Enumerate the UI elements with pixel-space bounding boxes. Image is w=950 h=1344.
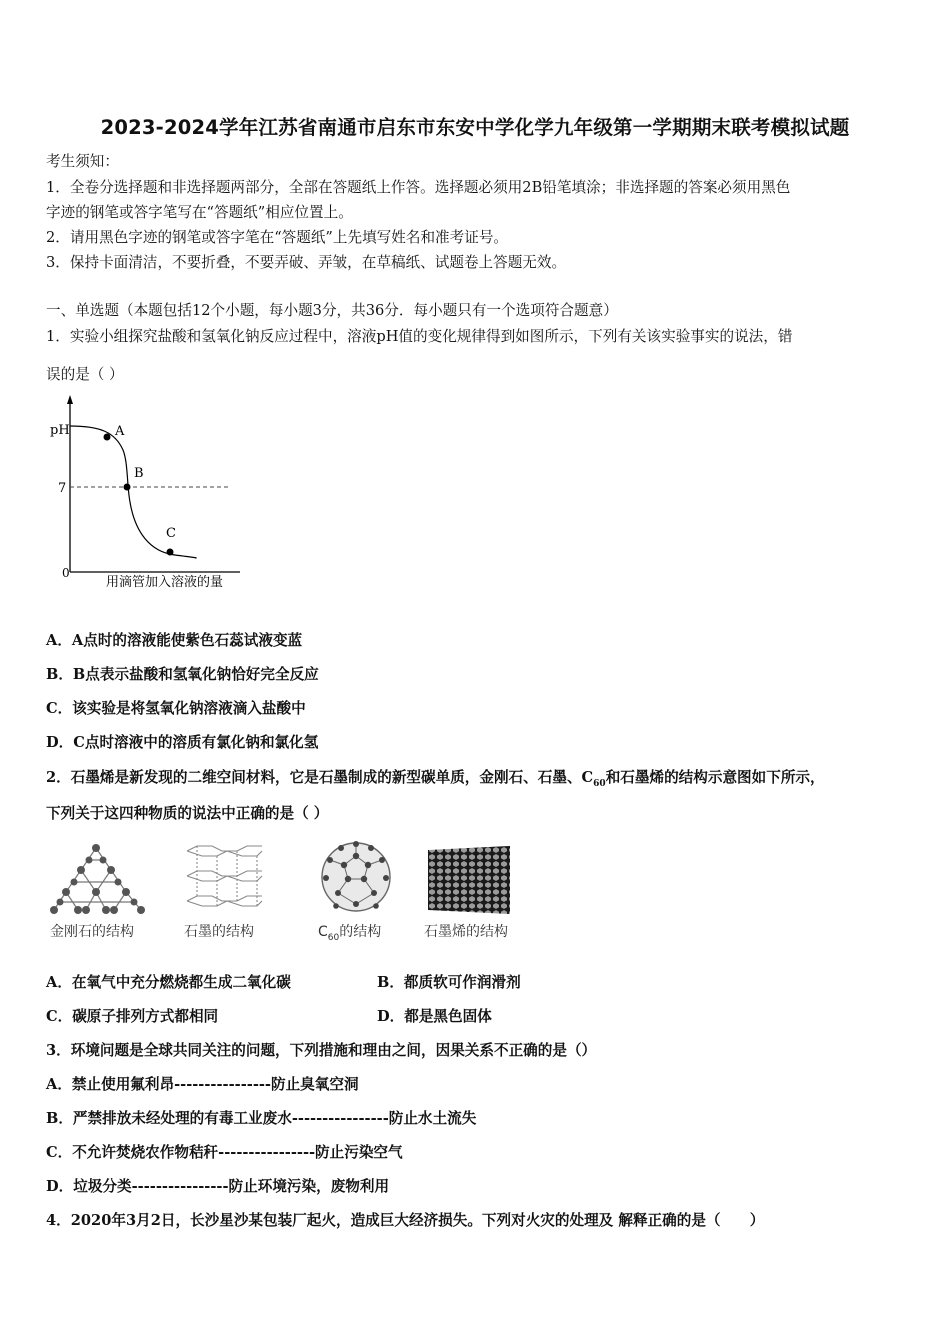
y-axis-label: pH: [50, 423, 70, 438]
q2-option: A．在氧气中充分燃烧都生成二氧化碳: [46, 974, 291, 991]
q2-stem-part: 和石墨烯的结构示意图如下所示，: [605, 769, 825, 786]
q2-stem: [46, 768, 825, 794]
q4-stem: 4．2020年3月2日，长沙星沙某包装厂起火，造成巨大经济损失。下列对火灾的处理及 解释正确的是（ ）: [46, 1212, 765, 1229]
notice-item: 1．全卷分选择题和非选择题两部分，全部在答题纸上作答。选择题必须用2B铅笔填涂；非选择题的答案必须用黑色: [46, 179, 791, 196]
ph-curve-figure: [40, 392, 250, 592]
q2-stem-part: 2．石墨烯是新发现的二维空间材料，它是石墨制成的新型碳单质，金刚石、石墨、C: [46, 769, 594, 786]
q2-stem-cont: 下列关于这四种物质的说法中正确的是（ ）: [46, 805, 329, 822]
origin-label: 0: [62, 566, 70, 580]
c60-label-suffix: 的结构: [339, 924, 382, 940]
section-heading: 一、单选题（本题包括12个小题，每小题3分，共36分．每小题只有一个选项符合题意）: [46, 302, 618, 319]
q3-stem: 3．环境问题是全球共同关注的问题，下列措施和理由之间，因果关系不正确的是（）: [46, 1042, 597, 1059]
q2-option: B．都质软可作润滑剂: [377, 974, 521, 991]
point-c: [167, 549, 174, 556]
q2-stem-subscript: 60: [593, 778, 606, 789]
q3-option: D．垃圾分类----------------防止环境污染，废物利用: [46, 1178, 390, 1195]
graphene-label: 石墨烯的结构: [424, 924, 508, 940]
c60-label: [318, 921, 381, 943]
diamond-structure-image: [46, 840, 156, 920]
q2-option: D．都是黑色固体: [377, 1008, 492, 1025]
exam-title: 2023-2024学年江苏省南通市启东市东安中学化学九年级第一学期期末联考模拟试题: [100, 116, 850, 139]
graphite-label: 石墨的结构: [184, 924, 254, 940]
notice-item: 2．请用黑色字迹的钢笔或答字笔在“答题纸”上先填写姓名和准考证号。: [46, 229, 509, 246]
q1-option: D．C点时溶液中的溶质有氯化钠和氯化氢: [46, 734, 319, 751]
x-axis-label: 用滴管加入溶液的量: [106, 575, 224, 590]
q1-option: A．A点时的溶液能使紫色石蕊试液变蓝: [46, 632, 303, 649]
q1-option: B．B点表示盐酸和氢氧化钠恰好完全反应: [46, 666, 319, 683]
q3-option: B．严禁排放未经处理的有毒工业废水----------------防止水土流失: [46, 1110, 477, 1127]
graphite-structure-image: [182, 843, 267, 913]
point-b: [124, 484, 131, 491]
ph-curve: [70, 426, 196, 558]
diamond-label: 金刚石的结构: [50, 924, 134, 940]
c60-label-prefix: C: [318, 924, 328, 940]
notice-heading: 考生须知：: [46, 153, 119, 170]
label-a: A: [115, 424, 125, 439]
q3-option: A．禁止使用氟利昂----------------防止臭氧空洞: [46, 1076, 359, 1093]
notice-item: 3．保持卡面清洁，不要折叠，不要弄破、弄皱，在草稿纸、试题卷上答题无效。: [46, 254, 567, 271]
q1-stem-cont: 误的是（ ）: [46, 366, 124, 383]
c60-structure-image: [316, 838, 396, 916]
c60-label-subscript: 60: [327, 932, 340, 943]
label-c: C: [166, 526, 176, 541]
q1-stem: 1．实验小组探究盐酸和氢氧化钠反应过程中，溶液pH值的变化规律得到如图所示，下列有关该实验事实的说法，错: [46, 328, 793, 345]
q1-option: C．该实验是将氢氧化钠溶液滴入盐酸中: [46, 700, 306, 717]
q2-option: C．碳原子排列方式都相同: [46, 1008, 219, 1025]
q3-option: C．不允许焚烧农作物秸秆----------------防止污染空气: [46, 1144, 403, 1161]
y-axis-arrow: [67, 395, 73, 404]
notice-item: 字迹的钢笔或答字笔写在“答题纸”相应位置上。: [46, 204, 353, 221]
point-a: [104, 434, 111, 441]
label-b: B: [134, 466, 144, 481]
ph7-tick: 7: [58, 481, 67, 496]
graphene-structure-image: [428, 846, 510, 914]
